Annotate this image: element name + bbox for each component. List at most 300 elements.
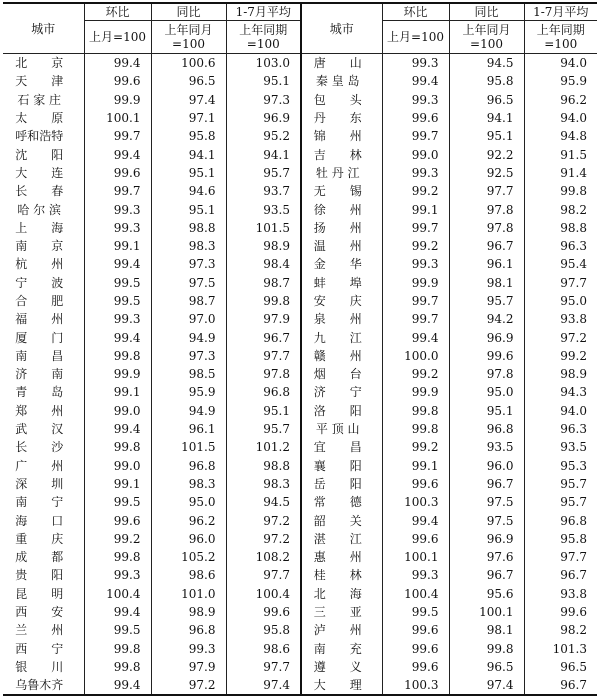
left-yoy-cell: 96.5	[151, 72, 226, 90]
right-mom-cell: 99.4	[382, 72, 449, 90]
left-avg-cell: 99.6	[226, 603, 301, 621]
right-yoy-cell: 97.5	[449, 493, 524, 511]
table-row	[3, 274, 597, 292]
right-avg-cell: 96.8	[524, 511, 597, 529]
left-yoy-cell: 97.9	[151, 658, 226, 676]
left-avg-cell: 108.2	[226, 548, 301, 566]
left-city-cell: 贵 阳	[3, 566, 84, 584]
left-yoy-cell: 95.0	[151, 493, 226, 511]
left-city-cell: 福 州	[3, 310, 84, 328]
right-yoy-cell: 98.1	[449, 274, 524, 292]
right-mom-cell: 99.8	[382, 402, 449, 420]
right-yoy-cell: 99.6	[449, 347, 524, 365]
left-mom-cell: 99.4	[84, 420, 151, 438]
left-avg-cell: 94.5	[226, 493, 301, 511]
left-mom-cell: 99.9	[84, 91, 151, 109]
right-avg-cell: 99.8	[524, 182, 597, 200]
left-yoy-cell: 95.9	[151, 383, 226, 401]
right-avg-cell: 95.7	[524, 493, 597, 511]
left-mom-cell: 99.8	[84, 438, 151, 456]
left-city-cell: 济 南	[3, 365, 84, 383]
table-row	[3, 548, 597, 566]
right-avg-cell: 94.0	[524, 402, 597, 420]
table-row	[3, 219, 597, 237]
left-mom-cell: 99.0	[84, 457, 151, 475]
left-avg-cell: 96.9	[226, 109, 301, 127]
left-avg-cell: 101.2	[226, 438, 301, 456]
left-yoy-cell: 98.6	[151, 566, 226, 584]
right-city-cell: 遵 义	[301, 658, 382, 676]
right-mom-cell: 100.0	[382, 347, 449, 365]
left-city-cell: 南 宁	[3, 493, 84, 511]
right-mom-cell: 99.6	[382, 640, 449, 658]
header-avg-left: 1-7月平均	[226, 3, 301, 21]
left-city-cell: 青 岛	[3, 383, 84, 401]
left-city-cell: 长 沙	[3, 438, 84, 456]
left-city-cell: 南 京	[3, 237, 84, 255]
right-mom-cell: 99.3	[382, 54, 449, 73]
left-yoy-cell: 95.1	[151, 164, 226, 182]
right-yoy-cell: 94.2	[449, 310, 524, 328]
subheader-yoy-right: 上年同月 =100	[449, 21, 524, 54]
left-yoy-cell: 97.3	[151, 255, 226, 273]
table-row	[3, 640, 597, 658]
left-yoy-cell: 98.5	[151, 365, 226, 383]
left-avg-cell: 96.7	[226, 328, 301, 346]
right-mom-cell: 99.3	[382, 91, 449, 109]
right-mom-cell: 99.3	[382, 255, 449, 273]
left-avg-cell: 95.1	[226, 402, 301, 420]
right-yoy-cell: 96.8	[449, 420, 524, 438]
right-city-cell: 济 宁	[301, 383, 382, 401]
table-row	[3, 365, 597, 383]
table-row	[3, 255, 597, 273]
right-mom-cell: 99.2	[382, 365, 449, 383]
left-city-cell: 郑 州	[3, 402, 84, 420]
left-avg-cell: 103.0	[226, 54, 301, 73]
left-avg-cell: 98.3	[226, 475, 301, 493]
right-mom-cell: 99.6	[382, 109, 449, 127]
left-yoy-cell: 100.6	[151, 54, 226, 73]
right-avg-cell: 99.6	[524, 603, 597, 621]
left-yoy-cell: 94.9	[151, 328, 226, 346]
right-city-cell: 丹 东	[301, 109, 382, 127]
left-avg-cell: 100.4	[226, 585, 301, 603]
left-yoy-cell: 96.8	[151, 621, 226, 639]
left-mom-cell: 99.1	[84, 383, 151, 401]
left-yoy-cell: 98.7	[151, 292, 226, 310]
table-row	[3, 438, 597, 456]
right-yoy-cell: 96.9	[449, 530, 524, 548]
header-city-right: 城市	[301, 3, 382, 54]
left-city-cell: 重 庆	[3, 530, 84, 548]
right-mom-cell: 99.9	[382, 383, 449, 401]
right-yoy-cell: 96.5	[449, 658, 524, 676]
left-yoy-cell: 101.5	[151, 438, 226, 456]
left-avg-cell: 97.2	[226, 530, 301, 548]
table-row	[3, 91, 597, 109]
subheader-mom-right: 上月=100	[382, 21, 449, 54]
left-mom-cell: 99.7	[84, 127, 151, 145]
table-row	[3, 530, 597, 548]
left-yoy-cell: 94.1	[151, 145, 226, 163]
left-avg-cell: 94.1	[226, 145, 301, 163]
left-city-cell: 大 连	[3, 164, 84, 182]
right-avg-cell: 94.8	[524, 127, 597, 145]
left-city-cell: 北 京	[3, 54, 84, 73]
right-avg-cell: 98.2	[524, 621, 597, 639]
left-mom-cell: 99.6	[84, 511, 151, 529]
left-avg-cell: 99.8	[226, 292, 301, 310]
right-yoy-cell: 95.1	[449, 402, 524, 420]
right-city-cell: 湛 江	[301, 530, 382, 548]
left-city-cell: 西 安	[3, 603, 84, 621]
right-city-cell: 襄 阳	[301, 457, 382, 475]
left-mom-cell: 99.8	[84, 347, 151, 365]
right-mom-cell: 99.1	[382, 200, 449, 218]
right-yoy-cell: 95.7	[449, 292, 524, 310]
right-avg-cell: 98.2	[524, 200, 597, 218]
table-body	[3, 54, 597, 696]
right-mom-cell: 99.4	[382, 511, 449, 529]
header-avg-right: 1-7月平均	[524, 3, 597, 21]
right-city-cell: 安 庆	[301, 292, 382, 310]
right-city-cell: 徐 州	[301, 200, 382, 218]
subheader-avg-left: 上年同期 =100	[226, 21, 301, 54]
left-city-cell: 南 昌	[3, 347, 84, 365]
table-row	[3, 145, 597, 163]
left-yoy-cell: 94.6	[151, 182, 226, 200]
price-index-table-container	[3, 2, 597, 696]
table-row	[3, 237, 597, 255]
right-yoy-cell: 97.7	[449, 182, 524, 200]
right-mom-cell: 99.4	[382, 328, 449, 346]
left-mom-cell: 99.8	[84, 658, 151, 676]
left-yoy-cell: 96.1	[151, 420, 226, 438]
left-avg-cell: 97.8	[226, 365, 301, 383]
left-mom-cell: 99.1	[84, 237, 151, 255]
right-yoy-cell: 98.1	[449, 621, 524, 639]
left-yoy-cell: 98.9	[151, 603, 226, 621]
table-row	[3, 347, 597, 365]
left-mom-cell: 99.5	[84, 292, 151, 310]
table-row	[3, 127, 597, 145]
header-city-left: 城市	[3, 3, 84, 54]
right-avg-cell: 97.2	[524, 328, 597, 346]
left-avg-cell: 98.9	[226, 237, 301, 255]
right-avg-cell: 97.7	[524, 548, 597, 566]
right-yoy-cell: 97.8	[449, 200, 524, 218]
right-city-cell: 牡 丹 江	[301, 164, 382, 182]
right-city-cell: 三 亚	[301, 603, 382, 621]
right-avg-cell: 93.8	[524, 585, 597, 603]
right-mom-cell: 99.7	[382, 219, 449, 237]
right-yoy-cell: 94.5	[449, 54, 524, 73]
table-row	[3, 292, 597, 310]
right-city-cell: 吉 林	[301, 145, 382, 163]
right-yoy-cell: 97.5	[449, 511, 524, 529]
left-city-cell: 银 川	[3, 658, 84, 676]
left-yoy-cell: 95.8	[151, 127, 226, 145]
right-city-cell: 泸 州	[301, 621, 382, 639]
right-yoy-cell: 95.6	[449, 585, 524, 603]
left-avg-cell: 96.8	[226, 383, 301, 401]
left-yoy-cell: 99.3	[151, 640, 226, 658]
left-mom-cell: 99.6	[84, 72, 151, 90]
left-yoy-cell: 96.2	[151, 511, 226, 529]
right-yoy-cell: 97.6	[449, 548, 524, 566]
left-avg-cell: 97.7	[226, 566, 301, 584]
left-mom-cell: 100.1	[84, 109, 151, 127]
table-row	[3, 402, 597, 420]
right-mom-cell: 100.4	[382, 585, 449, 603]
right-avg-cell: 96.7	[524, 566, 597, 584]
left-yoy-cell: 97.0	[151, 310, 226, 328]
table-row	[3, 200, 597, 218]
right-avg-cell: 96.2	[524, 91, 597, 109]
right-yoy-cell: 95.0	[449, 383, 524, 401]
left-mom-cell: 99.3	[84, 219, 151, 237]
right-yoy-cell: 96.0	[449, 457, 524, 475]
right-city-cell: 唐 山	[301, 54, 382, 73]
left-city-cell: 呼和浩特	[3, 127, 84, 145]
table-row	[3, 603, 597, 621]
right-city-cell: 九 江	[301, 328, 382, 346]
right-city-cell: 金 华	[301, 255, 382, 273]
right-yoy-cell: 97.8	[449, 219, 524, 237]
right-yoy-cell: 100.1	[449, 603, 524, 621]
left-mom-cell: 99.1	[84, 475, 151, 493]
left-mom-cell: 99.3	[84, 566, 151, 584]
right-mom-cell: 100.1	[382, 548, 449, 566]
left-avg-cell: 98.7	[226, 274, 301, 292]
left-yoy-cell: 96.8	[151, 457, 226, 475]
table-row	[3, 72, 597, 90]
left-avg-cell: 93.7	[226, 182, 301, 200]
right-avg-cell: 98.9	[524, 365, 597, 383]
left-avg-cell: 95.7	[226, 164, 301, 182]
left-city-cell: 长 春	[3, 182, 84, 200]
right-yoy-cell: 99.8	[449, 640, 524, 658]
left-yoy-cell: 98.8	[151, 219, 226, 237]
right-city-cell: 锦 州	[301, 127, 382, 145]
table-row	[3, 164, 597, 182]
right-city-cell: 蚌 埠	[301, 274, 382, 292]
right-city-cell: 北 海	[301, 585, 382, 603]
right-avg-cell: 95.4	[524, 255, 597, 273]
right-city-cell: 洛 阳	[301, 402, 382, 420]
left-avg-cell: 101.5	[226, 219, 301, 237]
right-yoy-cell: 96.5	[449, 91, 524, 109]
left-avg-cell: 93.5	[226, 200, 301, 218]
table-row	[3, 310, 597, 328]
right-mom-cell: 100.3	[382, 676, 449, 695]
right-city-cell: 包 头	[301, 91, 382, 109]
table-row	[3, 457, 597, 475]
right-city-cell: 平 顶 山	[301, 420, 382, 438]
left-mom-cell: 99.5	[84, 493, 151, 511]
left-city-cell: 杭 州	[3, 255, 84, 273]
left-avg-cell: 98.6	[226, 640, 301, 658]
right-avg-cell: 94.0	[524, 54, 597, 73]
right-avg-cell: 91.5	[524, 145, 597, 163]
right-avg-cell: 91.4	[524, 164, 597, 182]
left-city-cell: 武 汉	[3, 420, 84, 438]
left-mom-cell: 99.4	[84, 145, 151, 163]
right-yoy-cell: 93.5	[449, 438, 524, 456]
left-city-cell: 太 原	[3, 109, 84, 127]
right-avg-cell: 93.8	[524, 310, 597, 328]
left-mom-cell: 99.4	[84, 676, 151, 695]
subheader-mom-left: 上月=100	[84, 21, 151, 54]
left-yoy-cell: 98.3	[151, 237, 226, 255]
right-yoy-cell: 96.9	[449, 328, 524, 346]
header-yoy-right: 同比	[449, 3, 524, 21]
right-avg-cell: 97.7	[524, 274, 597, 292]
right-city-cell: 南 充	[301, 640, 382, 658]
right-mom-cell: 99.6	[382, 621, 449, 639]
left-mom-cell: 99.2	[84, 530, 151, 548]
table-row	[3, 585, 597, 603]
right-avg-cell: 96.5	[524, 658, 597, 676]
right-avg-cell: 95.0	[524, 292, 597, 310]
left-city-cell: 海 口	[3, 511, 84, 529]
table-row	[3, 493, 597, 511]
right-yoy-cell: 92.5	[449, 164, 524, 182]
right-city-cell: 大 理	[301, 676, 382, 695]
right-avg-cell: 96.3	[524, 420, 597, 438]
right-city-cell: 温 州	[301, 237, 382, 255]
table-header	[3, 3, 597, 54]
left-yoy-cell: 95.1	[151, 200, 226, 218]
right-city-cell: 泉 州	[301, 310, 382, 328]
left-avg-cell: 95.1	[226, 72, 301, 90]
left-city-cell: 上 海	[3, 219, 84, 237]
subheader-yoy-left: 上年同月 =100	[151, 21, 226, 54]
left-city-cell: 宁 波	[3, 274, 84, 292]
left-yoy-cell: 97.2	[151, 676, 226, 695]
left-mom-cell: 99.4	[84, 603, 151, 621]
table-row	[3, 54, 597, 73]
price-index-table	[3, 2, 597, 696]
right-avg-cell: 93.5	[524, 438, 597, 456]
left-avg-cell: 98.8	[226, 457, 301, 475]
right-mom-cell: 99.7	[382, 310, 449, 328]
left-mom-cell: 100.4	[84, 585, 151, 603]
subheader-avg-right: 上年同期 =100	[524, 21, 597, 54]
left-mom-cell: 99.8	[84, 548, 151, 566]
left-mom-cell: 99.9	[84, 365, 151, 383]
table-row	[3, 383, 597, 401]
left-mom-cell: 99.0	[84, 402, 151, 420]
right-mom-cell: 99.6	[382, 475, 449, 493]
table-row	[3, 182, 597, 200]
left-mom-cell: 99.4	[84, 255, 151, 273]
left-mom-cell: 99.6	[84, 164, 151, 182]
left-city-cell: 乌鲁木齐	[3, 676, 84, 695]
left-mom-cell: 99.4	[84, 54, 151, 73]
right-mom-cell: 99.6	[382, 530, 449, 548]
right-yoy-cell: 97.8	[449, 365, 524, 383]
right-mom-cell: 99.2	[382, 182, 449, 200]
right-avg-cell: 95.7	[524, 475, 597, 493]
right-yoy-cell: 94.1	[449, 109, 524, 127]
right-city-cell: 惠 州	[301, 548, 382, 566]
right-yoy-cell: 92.2	[449, 145, 524, 163]
right-yoy-cell: 96.1	[449, 255, 524, 273]
right-mom-cell: 99.0	[382, 145, 449, 163]
table-row	[3, 475, 597, 493]
right-yoy-cell: 96.7	[449, 566, 524, 584]
left-mom-cell: 99.4	[84, 328, 151, 346]
right-city-cell: 常 德	[301, 493, 382, 511]
right-avg-cell: 96.3	[524, 237, 597, 255]
right-city-cell: 韶 关	[301, 511, 382, 529]
left-yoy-cell: 97.3	[151, 347, 226, 365]
right-mom-cell: 99.9	[382, 274, 449, 292]
right-yoy-cell: 95.8	[449, 72, 524, 90]
table-row	[3, 676, 597, 695]
left-yoy-cell: 98.3	[151, 475, 226, 493]
right-city-cell: 扬 州	[301, 219, 382, 237]
right-avg-cell: 96.7	[524, 676, 597, 695]
left-avg-cell: 95.8	[226, 621, 301, 639]
table-row	[3, 328, 597, 346]
right-mom-cell: 99.7	[382, 127, 449, 145]
right-mom-cell: 99.7	[382, 292, 449, 310]
left-avg-cell: 95.2	[226, 127, 301, 145]
left-avg-cell: 98.4	[226, 255, 301, 273]
table-row	[3, 420, 597, 438]
right-avg-cell: 101.3	[524, 640, 597, 658]
right-mom-cell: 99.6	[382, 658, 449, 676]
right-city-cell: 宜 昌	[301, 438, 382, 456]
left-avg-cell: 97.2	[226, 511, 301, 529]
right-city-cell: 桂 林	[301, 566, 382, 584]
left-mom-cell: 99.5	[84, 621, 151, 639]
table-row	[3, 658, 597, 676]
right-city-cell: 秦 皇 岛	[301, 72, 382, 90]
right-avg-cell: 94.3	[524, 383, 597, 401]
right-mom-cell: 99.3	[382, 566, 449, 584]
right-yoy-cell: 95.1	[449, 127, 524, 145]
header-yoy-left: 同比	[151, 3, 226, 21]
left-city-cell: 天 津	[3, 72, 84, 90]
left-mom-cell: 99.8	[84, 640, 151, 658]
left-avg-cell: 97.9	[226, 310, 301, 328]
left-yoy-cell: 101.0	[151, 585, 226, 603]
header-mom-left: 环比	[84, 3, 151, 21]
left-avg-cell: 97.7	[226, 347, 301, 365]
left-yoy-cell: 96.0	[151, 530, 226, 548]
right-avg-cell: 99.2	[524, 347, 597, 365]
left-mom-cell: 99.7	[84, 182, 151, 200]
left-yoy-cell: 97.5	[151, 274, 226, 292]
left-city-cell: 广 州	[3, 457, 84, 475]
right-mom-cell: 99.2	[382, 237, 449, 255]
left-city-cell: 沈 阳	[3, 145, 84, 163]
left-mom-cell: 99.5	[84, 274, 151, 292]
left-city-cell: 厦 门	[3, 328, 84, 346]
left-yoy-cell: 97.1	[151, 109, 226, 127]
right-avg-cell: 98.8	[524, 219, 597, 237]
left-city-cell: 兰 州	[3, 621, 84, 639]
right-city-cell: 烟 台	[301, 365, 382, 383]
left-mom-cell: 99.3	[84, 310, 151, 328]
left-avg-cell: 97.3	[226, 91, 301, 109]
left-city-cell: 成 都	[3, 548, 84, 566]
left-avg-cell: 97.7	[226, 658, 301, 676]
